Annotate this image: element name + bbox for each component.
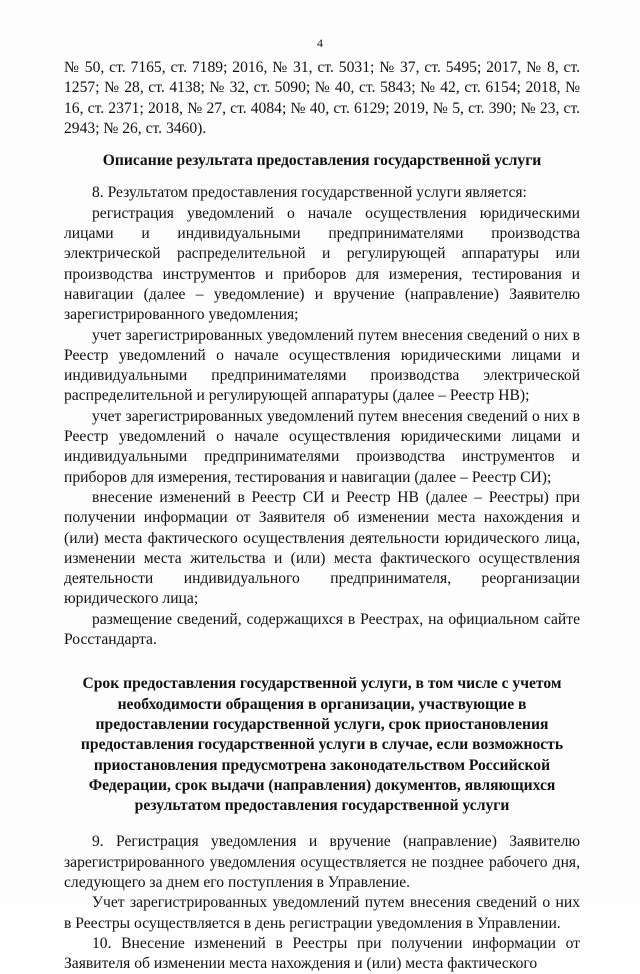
page-content <box>64 58 580 974</box>
section-heading-result: Описание результата предоставления государственной услуги <box>102 152 542 170</box>
section-heading-terms: Срок предоставления государственной услуги, в том числе с учетом необходимости обращения в организации, участвующие в предоставлении государственной услуги, срок приостановления предоставления государственной услуги в случае, если возможность приостановления предусмотрена законодательством Российской Федерации, срок выдачи (направления) документов, являющихся результатом предоставления государственной услуги <box>80 675 564 815</box>
paragraph: внесение изменений в Реестр СИ и Реестр НВ (далее – Реестры) при получении информации от Заявителя об изменении места нахождения и (или) места фактического осуществления деятельности юридического лица, изменении места жительства и (или) места фактического осуществления деятельности индивидуального предпринимателя, реорганизации юридического лица; <box>64 488 580 608</box>
paragraph: 9. Регистрация уведомления и вручение (направление) Заявителю зарегистрированного уведомления осуществляется не позднее рабочего дня, следующего за днем его поступления в Управление. <box>64 833 580 891</box>
paragraph-citations: № 50, ст. 7165, ст. 7189; 2016, № 31, ст. 5031; № 37, ст. 5495; 2017, № 8, ст. 1257; № 28, ст. 4138; № 32, ст. 5090; № 40, ст. 5843; № 42, ст. 6154; 2018, № 16, ст. 2371; 2018, № 27, ст. 4084; № 40, ст. 6129; 2019, № 5, ст. 390; № 23, ст. 2943; № 26, ст. 3460). <box>64 59 580 137</box>
paragraph: учет зарегистрированных уведомлений путем внесения сведений о них в Реестр уведомлений о начале осуществления юридическими лицами и индивидуальными предпринимателями производства инструментов и приборов для измерения, тестирования и навигации (далее – Реестр СИ); <box>64 407 580 486</box>
paragraph: регистрация уведомлений о начале осуществления юридическими лицами и индивидуальными предпринимателями производства электрической распределительной и регулирующей аппаратуры или производства инструментов и приборов для измерения, тестирования и навигации (далее – уведомление) и вручение (направление) Заявителю зарегистрированного уведомления; <box>64 204 580 324</box>
paragraph: Учет зарегистрированных уведомлений путем внесения сведений о них в Реестры осуществляется в день регистрации уведомления в Управлении. <box>64 894 580 932</box>
paragraph: размещение сведений, содержащихся в Реестрах, на официальном сайте Росстандарта. <box>64 610 580 649</box>
paragraph: 10. Внесение изменений в Реестры при получении информации от Заявителя об изменении места нахождения и (или) места фактического <box>64 934 580 973</box>
page-number: 4 <box>317 36 323 50</box>
paragraph: учет зарегистрированных уведомлений путем внесения сведений о них в Реестр уведомлений о начале осуществления юридическими лицами и индивидуальными предпринимателями производства электрической распределительной и регулирующей аппаратуры (далее – Реестр НВ); <box>64 326 580 405</box>
paragraph: 8. Результатом предоставления государственной услуги является: <box>92 184 527 202</box>
